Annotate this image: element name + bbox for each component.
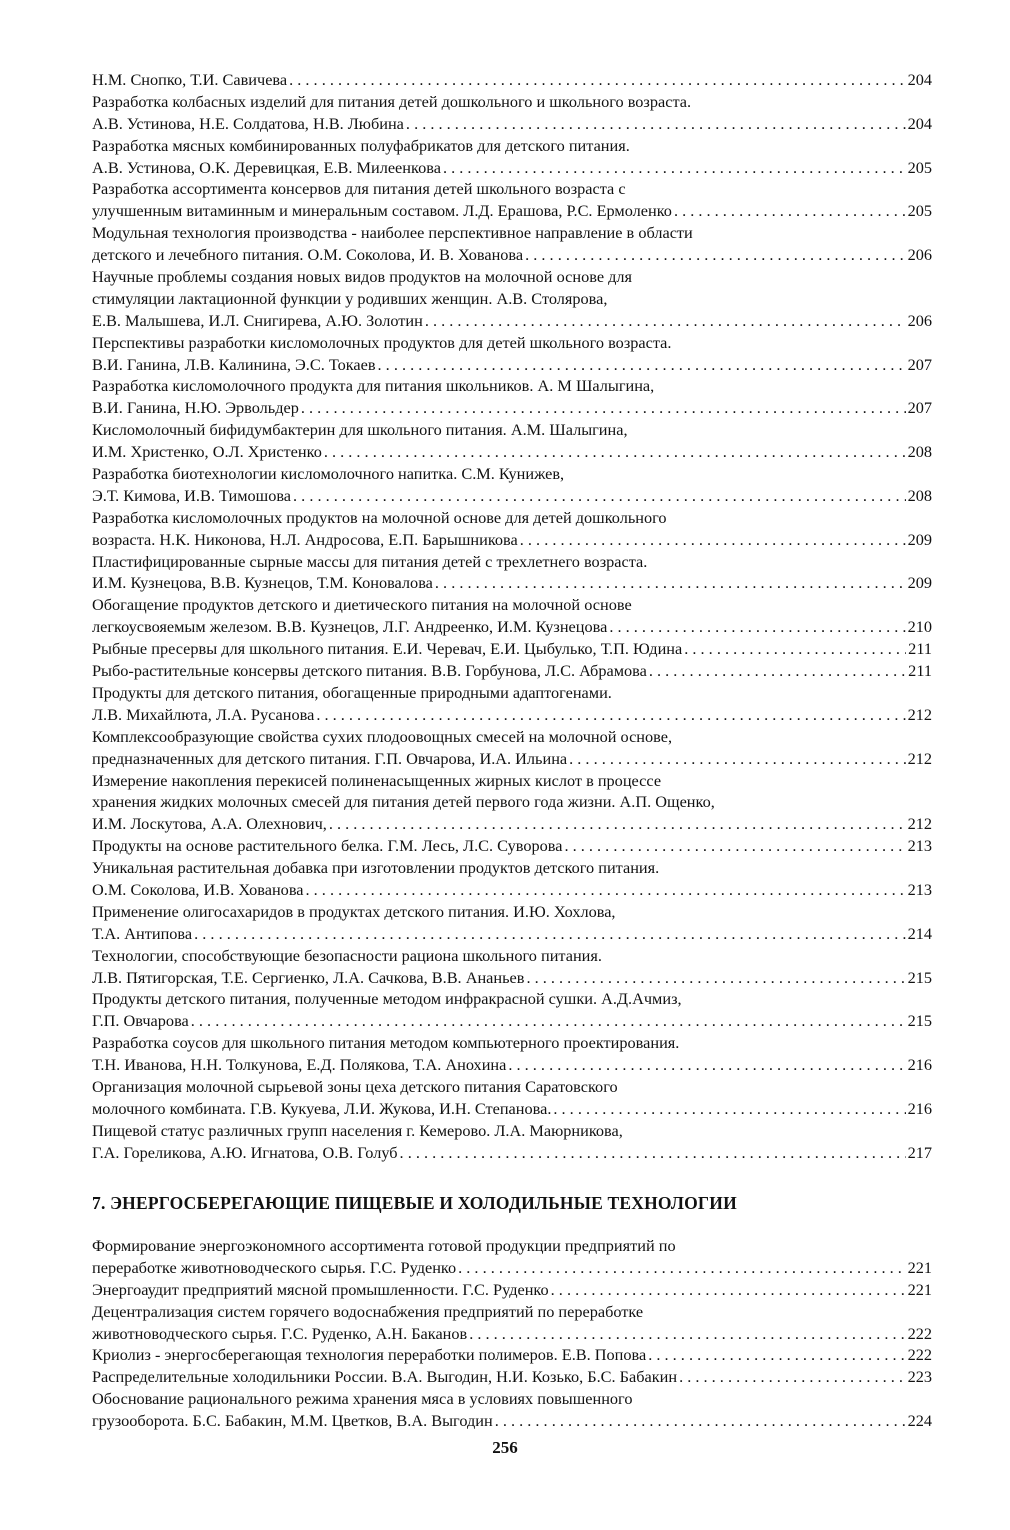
toc-entry-last-line: [92, 529, 932, 551]
toc-entry-authors: Е.В. Малышева, И.Л. Снигирева, А.Ю. Золотин: [92, 310, 423, 330]
toc-entry-page: 206: [907, 310, 932, 330]
toc-entry-authors: переработке животноводческого сырья. Г.С. Руденко: [92, 1257, 457, 1277]
toc-entry: [92, 463, 932, 507]
toc-entry-page: 213: [907, 836, 932, 856]
toc-entry: [92, 1120, 932, 1164]
toc-entry-last-line: [92, 310, 932, 332]
dot-leader: [551, 1098, 905, 1120]
toc-entry-title-line: Обоснование рационального режима хранения мяса в условиях повышенного: [92, 1389, 633, 1409]
toc-entry-page: 205: [907, 201, 932, 221]
dot-leader: [523, 244, 905, 266]
toc-entry: [92, 266, 932, 332]
toc-entry-page: 208: [907, 485, 932, 505]
toc-entry-authors: Л.В. Пятигорская, Т.Е. Сергиенко, Л.А. Сачкова, В.В. Ананьев: [92, 967, 525, 987]
toc-entry-last-line: [92, 244, 932, 266]
toc-entry-page: 212: [907, 748, 932, 768]
toc-entry-last-line: [92, 879, 932, 901]
toc-entry-last-line: [92, 397, 932, 419]
toc-entry-title-line: Научные проблемы создания новых видов продуктов на молочной основе для: [92, 267, 633, 287]
table-of-contents-part-1: [92, 69, 932, 1164]
dot-leader: [433, 572, 906, 594]
toc-entry-last-line: [92, 354, 932, 376]
toc-entry-authors: Распределительные холодильники России. В.А. Выгодин, Н.И. Козько, Б.С. Бабакин: [92, 1367, 678, 1387]
toc-entry-page: 207: [907, 398, 932, 418]
toc-entry-title-line: Уникальная растительная добавка при изготовлении продуктов детского питания.: [92, 858, 660, 878]
toc-entry-page: 204: [907, 70, 932, 89]
dot-leader: [549, 1279, 906, 1301]
dot-leader: [518, 529, 906, 551]
toc-entry-page: 212: [907, 704, 932, 724]
toc-entry-authors: Т.А. Антипова: [92, 923, 193, 943]
toc-entry-last-line: [92, 616, 932, 638]
toc-entry-authors: Криолиз - энергосберегающая технология переработки полимеров. Е.В. Попова: [92, 1345, 647, 1365]
toc-entry-page: 216: [907, 1055, 932, 1075]
dot-leader: [567, 748, 905, 770]
toc-entry-authors: животноводческого сырья. Г.С. Руденко, А.Н. Баканов: [92, 1323, 468, 1343]
toc-entry-title-line: Модульная технология производства - наиболее перспективное направление в области: [92, 223, 693, 243]
toc-entry-last-line: [92, 1010, 932, 1032]
toc-entry: [92, 69, 932, 91]
toc-entry: [92, 178, 932, 222]
dot-leader: [647, 660, 906, 682]
toc-entry-authors: Л.В. Михайлюта, Л.А. Русанова: [92, 704, 315, 724]
dot-leader: [404, 113, 906, 135]
toc-entry-last-line: [92, 200, 932, 222]
toc-entry-last-line: [92, 1257, 932, 1279]
toc-entry-authors: Рыбо-растительные консервы детского питания. В.В. Горбунова, Л.С. Абрамова: [92, 661, 647, 681]
dot-leader: [524, 967, 905, 989]
toc-entry-authors: улучшенным витаминным и минеральным составом. Л.Д. Ерашова, Р.С. Ермоленко: [92, 201, 672, 221]
table-of-contents-part-2: [92, 1235, 932, 1432]
toc-entry-authors: В.И. Ганина, Н.Ю. Эрвольдер: [92, 398, 299, 418]
toc-entry-authors: И.М. Кузнецова, В.В. Кузнецов, Т.М. Коновалова: [92, 573, 433, 593]
toc-entry: [92, 375, 932, 419]
toc-entry-authors: Э.Т. Кимова, И.В. Тимошова: [92, 485, 292, 505]
dot-leader: [682, 638, 906, 660]
toc-entry-page: 221: [907, 1257, 932, 1277]
toc-entry: [92, 901, 932, 945]
toc-entry-authors: грузооборота. Б.С. Бабакин, М.М. Цветков, В.А. Выгодин: [92, 1411, 493, 1431]
toc-entry-authors: предназначенных для детского питания. Г.П. Овчарова, И.А. Ильина: [92, 748, 568, 768]
toc-entry-page: 209: [907, 573, 932, 593]
toc-entry-last-line: [92, 485, 932, 507]
toc-entry-authors: А.В. Устинова, Н.Е. Солдатова, Н.В. Любина: [92, 113, 404, 133]
toc-entry-title-line: Продукты для детского питания, обогащенные природными адаптогенами.: [92, 682, 612, 702]
toc-entry-authors: Т.Н. Иванова, Н.Н. Толкунова, Е.Д. Полякова, Т.А. Анохина: [92, 1055, 507, 1075]
dot-leader: [562, 835, 905, 857]
toc-entry-last-line: [92, 638, 932, 660]
toc-entry: [92, 332, 932, 376]
dot-leader: [376, 354, 906, 376]
toc-entry-authors: Продукты на основе растительного белка. Г.М. Лесь, Л.С. Суворова: [92, 836, 563, 856]
toc-entry-page: 211: [908, 661, 932, 681]
dot-leader: [646, 1344, 905, 1366]
dot-leader: [398, 1142, 906, 1164]
toc-entry-title-line: Перспективы разработки кисломолочных продуктов для детей школьного возраста.: [92, 332, 672, 352]
toc-entry-authors: Энергоаудит предприятий мясной промышленности. Г.С. Руденко: [92, 1279, 549, 1299]
toc-entry-title-line: Разработка кисломолочных продуктов на молочной основе для детей дошкольного: [92, 507, 667, 527]
toc-entry-title-line: Разработка колбасных изделий для питания детей дошкольного и школьного возраста.: [92, 91, 692, 111]
toc-entry: [92, 1279, 932, 1301]
toc-entry: [92, 835, 932, 857]
toc-entry-authors: Г.А. Гореликова, А.Ю. Игнатова, О.В. Голуб: [92, 1142, 398, 1162]
dot-leader: [314, 704, 905, 726]
toc-entry: [92, 1076, 932, 1120]
toc-entry-last-line: [92, 835, 932, 857]
toc-entry-page: 204: [907, 113, 932, 133]
toc-entry-title-line: Кисломолочный бифидумбактерин для школьного питания. А.М. Шалыгина,: [92, 420, 628, 440]
toc-entry-authors: Н.М. Снопко, Т.И. Савичева: [92, 70, 288, 89]
toc-entry-last-line: [92, 69, 932, 91]
toc-entry-page: 217: [907, 1142, 932, 1162]
toc-entry: [92, 660, 932, 682]
toc-entry: [92, 1388, 932, 1432]
toc-entry: [92, 419, 932, 463]
toc-entry-last-line: [92, 813, 932, 835]
dot-leader: [287, 69, 905, 91]
toc-entry-last-line: [92, 1323, 932, 1345]
toc-entry-last-line: [92, 967, 932, 989]
toc-entry-authors: молочного комбината. Г.В. Кукуева, Л.И. Жукова, И.Н. Степанова.: [92, 1098, 552, 1118]
toc-entry: [92, 1032, 932, 1076]
dot-leader: [493, 1410, 906, 1432]
toc-entry: [92, 988, 932, 1032]
dot-leader: [322, 441, 906, 463]
toc-entry-page: 222: [907, 1323, 932, 1343]
toc-entry-title-line: Организация молочной сырьевой зоны цеха детского питания Саратовского: [92, 1076, 618, 1096]
toc-entry-title-line: Разработка мясных комбинированных полуфабрикатов для детского питания.: [92, 135, 630, 155]
toc-entry-authors: И.М. Христенко, О.Л. Христенко: [92, 442, 322, 462]
toc-entry-title-line: Децентрализация систем горячего водоснабжения предприятий по переработке: [92, 1301, 644, 1321]
toc-entry-authors: В.И. Ганина, Л.В. Калинина, Э.С. Токаев: [92, 354, 376, 374]
toc-entry: [92, 551, 932, 595]
toc-entry-title-line: Формирование энергоэкономного ассортимента готовой продукции предприятий по: [92, 1236, 676, 1255]
toc-entry-last-line: [92, 441, 932, 463]
dot-leader: [291, 485, 906, 507]
toc-entry-title-line: Применение олигосахаридов в продуктах детского питания. И.Ю. Хохлова,: [92, 901, 616, 921]
toc-entry-last-line: [92, 1410, 932, 1432]
dot-leader: [672, 200, 906, 222]
toc-entry: [92, 857, 932, 901]
toc-entry-page: 213: [907, 879, 932, 899]
toc-entry-last-line: [92, 660, 932, 682]
toc-entry-page: 212: [907, 814, 932, 834]
toc-entry-page: 206: [907, 245, 932, 265]
dot-leader: [677, 1366, 905, 1388]
toc-entry: [92, 1301, 932, 1345]
toc-entry-authors: И.М. Лоскутова, А.А. Олехнович,: [92, 814, 327, 834]
toc-entry-last-line: [92, 704, 932, 726]
dot-leader: [467, 1323, 905, 1345]
toc-entry-title-line: хранения жидких молочных смесей для питания детей первого года жизни. А.П. Ощенко,: [92, 792, 715, 812]
toc-entry-page: 205: [907, 157, 932, 177]
toc-entry: [92, 91, 932, 135]
toc-entry-title-line: стимуляции лактационной функции у родивших женщин. А.В. Столярова,: [92, 288, 608, 308]
dot-leader: [456, 1257, 905, 1279]
toc-entry: [92, 1235, 932, 1279]
toc-entry: [92, 507, 932, 551]
toc-entry-page: 207: [907, 354, 932, 374]
page-number: 256: [492, 1438, 518, 1457]
toc-entry: [92, 135, 932, 179]
toc-entry-page: 216: [907, 1098, 932, 1118]
toc-entry: [92, 1344, 932, 1366]
toc-entry-title-line: Пищевой статус различных групп населения г. Кемерово. Л.А. Маюрникова,: [92, 1120, 623, 1140]
toc-entry-authors: легкоусвояемым железом. В.В. Кузнецов, Л.Г. Андреенко, И.М. Кузнецова: [92, 617, 608, 637]
toc-entry: [92, 222, 932, 266]
toc-entry-page: 224: [907, 1411, 932, 1431]
toc-entry-last-line: [92, 1142, 932, 1164]
toc-entry: [92, 594, 932, 638]
toc-entry-authors: О.М. Соколова, И.В. Хованова: [92, 879, 304, 899]
toc-entry-last-line: [92, 748, 932, 770]
toc-entry-last-line: [92, 1054, 932, 1076]
dot-leader: [423, 310, 906, 332]
toc-entry-last-line: [92, 1366, 932, 1388]
dot-leader: [299, 397, 906, 419]
toc-entry: [92, 1366, 932, 1388]
toc-entry-title-line: Разработка ассортимента консервов для питания детей школьного возраста с: [92, 179, 626, 199]
toc-entry: [92, 945, 932, 989]
toc-entry-authors: детского и лечебного питания. О.М. Соколова, И. В. Хованова: [92, 245, 524, 265]
dot-leader: [327, 813, 906, 835]
section-heading: 7. ЭНЕРГОСБЕРЕГАЮЩИЕ ПИЩЕВЫЕ И ХОЛОДИЛЬНЫЕ ТЕХНОЛОГИИ: [92, 1193, 737, 1213]
toc-entry-page: 209: [907, 529, 932, 549]
toc-entry-authors: Г.П. Овчарова: [92, 1011, 189, 1031]
toc-entry-title-line: Технологии, способствующие безопасности рациона школьного питания.: [92, 945, 602, 965]
toc-entry-page: 222: [907, 1345, 932, 1365]
toc-entry: [92, 638, 932, 660]
toc-entry-last-line: [92, 572, 932, 594]
toc-entry-title-line: Обогащение продуктов детского и диетического питания на молочной основе: [92, 595, 632, 615]
toc-entry-last-line: [92, 1279, 932, 1301]
toc-entry-last-line: [92, 923, 932, 945]
toc-entry-authors: Рыбные пресервы для школьного питания. Е.И. Черевач, Е.И. Цыбулько, Т.П. Юдина: [92, 639, 683, 659]
toc-entry-last-line: [92, 113, 932, 135]
toc-entry-title-line: Комплексообразующие свойства сухих плодоовощных смесей на молочной основе,: [92, 726, 673, 746]
toc-entry-title-line: Измерение накопления перекисей полиненасыщенных жирных кислот в процессе: [92, 770, 662, 790]
toc-entry: [92, 770, 932, 836]
toc-entry-last-line: [92, 157, 932, 179]
toc-entry-page: 211: [908, 639, 932, 659]
toc-entry-page: 214: [907, 923, 932, 943]
toc-entry-authors: возраста. Н.К. Никонова, Н.Л. Андросова, Е.П. Барышникова: [92, 529, 518, 549]
toc-entry-title-line: Продукты детского питания, полученные методом инфракрасной сушки. А.Д.Ачмиз,: [92, 989, 682, 1009]
toc-entry-last-line: [92, 1098, 932, 1120]
dot-leader: [506, 1054, 905, 1076]
toc-entry: [92, 726, 932, 770]
toc-entry-page: 215: [907, 1011, 932, 1031]
dot-leader: [192, 923, 905, 945]
toc-entry-title-line: Разработка соусов для школьного питания методом компьютерного проектирования.: [92, 1033, 680, 1053]
toc-entry-page: 223: [907, 1367, 932, 1387]
toc-entry: [92, 682, 932, 726]
toc-entry-title-line: Пластифицированные сырные массы для питания детей с трехлетнего возраста.: [92, 551, 648, 571]
dot-leader: [189, 1010, 906, 1032]
toc-entry-page: 215: [907, 967, 932, 987]
toc-entry-title-line: Разработка биотехнологии кисломолочного напитка. С.М. Кунижев,: [92, 464, 565, 484]
toc-entry-page: 221: [907, 1279, 932, 1299]
dot-leader: [441, 157, 906, 179]
dot-leader: [607, 616, 905, 638]
toc-entry-title-line: Разработка кисломолочного продукта для питания школьников. А. М Шалыгина,: [92, 376, 655, 396]
toc-entry-last-line: [92, 1344, 932, 1366]
toc-entry-page: 208: [907, 442, 932, 462]
toc-entry-page: 210: [907, 617, 932, 637]
dot-leader: [304, 879, 906, 901]
toc-entry-authors: А.В. Устинова, О.К. Деревицкая, Е.В. Милеенкова: [92, 157, 441, 177]
